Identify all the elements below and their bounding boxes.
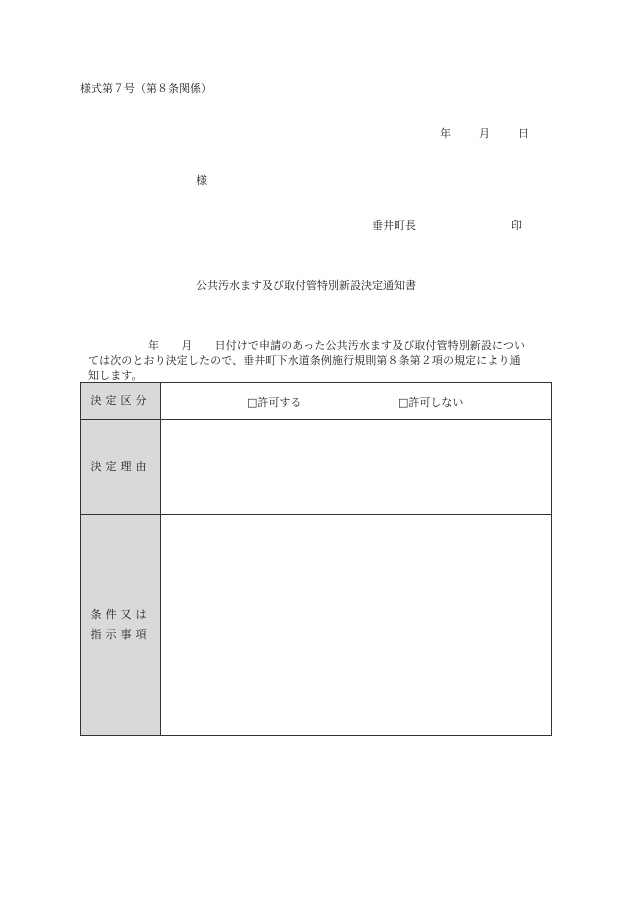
conditions-field[interactable]	[161, 515, 552, 736]
deny-option[interactable]: □許可しない	[398, 396, 464, 409]
reason-field[interactable]	[161, 420, 552, 515]
date-month: 月	[479, 127, 490, 140]
conditions-label-line-1: 条件又は	[90, 608, 151, 621]
form-number: 様式第７号（第８条関係）	[80, 82, 212, 95]
decision-table	[80, 382, 552, 736]
body-line-1: 年 月 日付けで申請のあった公共汚水ます及び取付管特別新設につい	[148, 339, 526, 352]
permit-option[interactable]: □許可する	[247, 396, 302, 409]
addressee-suffix: 様	[196, 174, 207, 187]
reason-label: 決定理由	[81, 420, 161, 515]
conditions-row	[81, 515, 552, 736]
reason-row	[81, 420, 552, 515]
seal-mark: 印	[511, 219, 522, 232]
decision-row	[81, 383, 552, 420]
date-year: 年	[440, 127, 451, 140]
body-text	[88, 338, 548, 383]
body-line-2: ては次のとおり決定したので、垂井町下水道条例施行規則第８条第２項の規定により通	[88, 354, 521, 367]
body-line-3: 知します。	[88, 369, 143, 382]
issuer-name: 垂井町長	[372, 219, 416, 232]
conditions-label	[81, 515, 161, 736]
date-day: 日	[518, 127, 529, 140]
decision-label: 決定区分	[81, 383, 161, 420]
document-title: 公共汚水ます及び取付管特別新設決定通知書	[196, 279, 416, 292]
conditions-label-line-2: 指示事項	[90, 628, 151, 641]
date-line	[440, 125, 529, 141]
decision-options	[161, 383, 552, 420]
